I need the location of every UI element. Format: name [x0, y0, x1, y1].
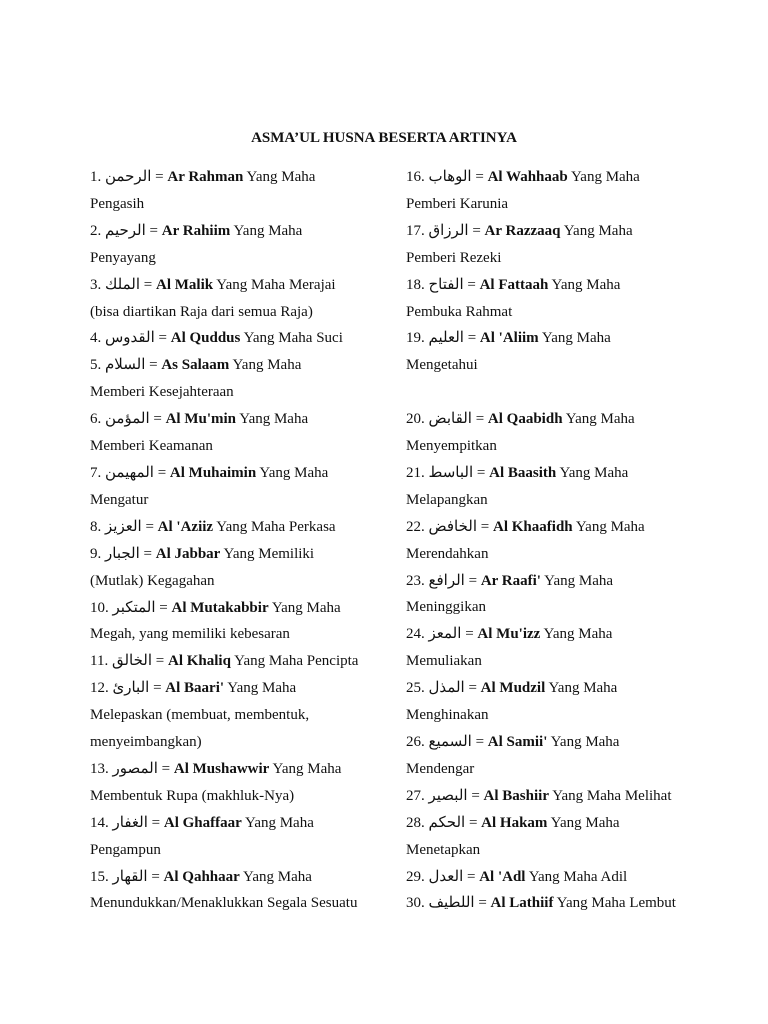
latin-name: Al 'Aliim — [479, 330, 539, 347]
name-entry — [90, 325, 390, 352]
name-entry-line1: 17. الرزاق = Ar Razzaaq Yang Maha — [406, 222, 633, 239]
latin-name: Al 'Adl — [479, 868, 526, 885]
arabic-name: القدوس — [105, 330, 155, 347]
entry-number: 27. — [406, 787, 425, 804]
latin-name: Al Lathiif — [490, 895, 554, 912]
arabic-name: المهيمن — [105, 464, 154, 481]
meaning-line2: Memuliakan — [406, 653, 482, 670]
name-entry — [406, 514, 706, 568]
meaning-line1: Yang Maha — [246, 169, 316, 185]
latin-name: Al Wahhaab — [487, 169, 568, 185]
arabic-name: الرحمن — [105, 169, 152, 185]
name-entry — [406, 164, 706, 218]
meaning-line2: Menyempitkan — [406, 438, 497, 455]
name-entry-line1: 28. الحكم = Al Hakam Yang Maha — [406, 814, 620, 831]
meaning-line2: Pengasih — [90, 195, 145, 212]
name-entry — [90, 218, 390, 272]
name-entry — [406, 460, 706, 514]
name-entry-line1: 27. البصير = Al Bashiir Yang Maha Melihat — [406, 787, 672, 804]
entry-number: 14. — [90, 814, 109, 831]
meaning-line1: Yang Maha — [259, 464, 329, 481]
arabic-name: الوهاب — [428, 169, 472, 185]
arabic-name: البصير — [428, 787, 468, 804]
names-column-left — [90, 164, 390, 917]
entry-number: 18. — [406, 276, 425, 293]
meaning-line1: Yang Maha Merajai — [216, 276, 336, 293]
latin-name: Al Quddus — [170, 330, 241, 347]
name-entry — [90, 756, 390, 810]
meaning-line2: Mengetahui — [406, 357, 478, 374]
arabic-name: الملك — [105, 276, 141, 293]
names-column-right — [406, 164, 706, 917]
arabic-name: الحكم — [428, 814, 466, 831]
entry-number: 25. — [406, 680, 425, 697]
name-entry — [90, 595, 390, 649]
meaning-line1: Yang Maha — [244, 814, 314, 831]
name-entry-line1: 16. الوهاب = Al Wahhaab Yang Maha — [406, 169, 640, 185]
arabic-name: المذل — [428, 680, 465, 697]
latin-name: Al Fattaah — [479, 276, 549, 293]
name-entry — [90, 648, 390, 675]
entry-number: 16. — [406, 169, 425, 185]
arabic-name: السميع — [428, 734, 472, 751]
name-entry-line1: 12. البارئ = Al Baari' Yang Maha — [90, 680, 297, 697]
meaning-line1: Yang Maha — [575, 518, 645, 535]
entry-number: 6. — [90, 411, 102, 428]
meaning-line2: Mengatur — [90, 491, 149, 508]
latin-name: Al Mu'izz — [477, 626, 541, 643]
arabic-name: الرحيم — [105, 222, 146, 239]
arabic-name: السلام — [105, 357, 146, 374]
meaning-line2: Memberi Kesejahteraan — [90, 384, 234, 401]
name-entry — [406, 890, 706, 917]
latin-name: Al Muhaimin — [169, 464, 257, 481]
name-entry — [90, 541, 390, 595]
entry-number: 29. — [406, 868, 425, 885]
name-entry — [406, 325, 706, 379]
meaning-line1: Yang Maha — [239, 411, 309, 428]
latin-name: Al Mudzil — [480, 680, 546, 697]
meaning-line1: Yang Maha — [233, 222, 303, 239]
name-entry-line1: 24. المعز = Al Mu'izz Yang Maha — [406, 626, 613, 643]
name-entry-line1: 29. العدل = Al 'Adl Yang Maha Adil — [406, 868, 628, 885]
name-entry-line1: 3. الملك = Al Malik Yang Maha Merajai — [90, 276, 336, 293]
latin-name: Al Jabbar — [155, 545, 221, 562]
entry-number: 15. — [90, 868, 109, 885]
meaning-line2: Pemberi Karunia — [406, 195, 509, 212]
entry-number: 9. — [90, 545, 102, 562]
arabic-name: العليم — [428, 330, 464, 347]
latin-name: Al Khaliq — [168, 653, 231, 670]
name-entry — [406, 675, 706, 729]
meaning-line2: Memberi Keamanan — [90, 438, 213, 455]
page-title: ASMA’UL HUSNA BESERTA ARTINYA — [251, 130, 517, 146]
arabic-name: الخافض — [428, 518, 478, 535]
arabic-name: القهار — [112, 868, 148, 885]
arabic-name: الغفار — [112, 814, 148, 831]
latin-name: Ar Raafi' — [480, 572, 541, 589]
name-entry-line1: 4. القدوس = Al Quddus Yang Maha Suci — [90, 330, 343, 347]
meaning-line1: Yang Maha Suci — [243, 330, 343, 347]
latin-name: Al Qahhaar — [163, 868, 240, 885]
meaning-line1: Yang Maha — [227, 680, 297, 697]
entry-number: 30. — [406, 895, 425, 912]
entry-number: 12. — [90, 680, 109, 697]
arabic-name: القابض — [428, 411, 472, 428]
name-entry-line1: 10. المتكبر = Al Mutakabbir Yang Maha — [90, 599, 341, 616]
latin-name: Ar Rahman — [167, 169, 244, 185]
name-entry-line1: 14. الغفار = Al Ghaffaar Yang Maha — [90, 814, 314, 831]
latin-name: Al Hakam — [481, 814, 548, 831]
meaning-line2: Penyayang — [90, 249, 156, 266]
meaning-line2: Meninggikan — [406, 599, 486, 616]
meaning-line1: Yang Maha Perkasa — [216, 518, 336, 535]
name-entry-line1: 8. العزيز = Al 'Aziiz Yang Maha Perkasa — [90, 518, 336, 535]
latin-name: Al Mushawwir — [173, 760, 270, 777]
arabic-name: الباسط — [428, 464, 474, 481]
meaning-line2: (Mutlak) Kegagahan — [90, 572, 215, 589]
meaning-line2: (bisa diartikan Raja dari semua Raja) — [90, 303, 313, 320]
name-entry — [406, 272, 706, 326]
name-entry-line1: 20. القابض = Al Qaabidh Yang Maha — [406, 411, 635, 428]
name-entry-line1: 7. المهيمن = Al Muhaimin Yang Maha — [90, 464, 329, 481]
latin-name: Al Samii' — [487, 734, 548, 751]
arabic-name: المصور — [112, 760, 158, 777]
meaning-line1: Yang Maha — [272, 760, 342, 777]
name-entry — [90, 810, 390, 864]
entry-number: 3. — [90, 276, 102, 293]
arabic-name: البارئ — [112, 680, 150, 697]
meaning-line1: Yang Maha — [563, 222, 633, 239]
latin-name: Al Mu'min — [165, 411, 237, 428]
arabic-name: المعز — [428, 626, 462, 643]
meaning-line1: Yang Maha Adil — [528, 868, 628, 885]
entry-number: 17. — [406, 222, 425, 239]
meaning-line1: Yang Maha — [544, 572, 614, 589]
arabic-name: المتكبر — [112, 599, 156, 616]
arabic-name: اللطيف — [428, 895, 475, 912]
meaning-line2: Melapangkan — [406, 491, 488, 508]
latin-name: Al Qaabidh — [487, 411, 563, 428]
name-entry — [90, 164, 390, 218]
arabic-name: المؤمن — [105, 411, 150, 428]
entry-number: 11. — [90, 653, 109, 670]
meaning-line1: Yang Maha Lembut — [556, 895, 676, 912]
name-entry — [406, 729, 706, 783]
name-entry-line1: 19. العليم = Al 'Aliim Yang Maha — [406, 330, 611, 347]
name-entry — [406, 406, 706, 460]
entry-number: 21. — [406, 464, 425, 481]
latin-name: Al Baari' — [165, 680, 225, 697]
name-entry-line1: 9. الجبار = Al Jabbar Yang Memiliki — [90, 545, 315, 562]
meaning-line2: Pemberi Rezeki — [406, 249, 502, 266]
name-entry-line1: 18. الفتاح = Al Fattaah Yang Maha — [406, 276, 621, 293]
arabic-name: العزيز — [105, 518, 142, 535]
entry-number: 19. — [406, 330, 425, 347]
name-entry-line1: 13. المصور = Al Mushawwir Yang Maha — [90, 760, 342, 777]
latin-name: Al Baasith — [489, 464, 557, 481]
name-entry — [406, 568, 706, 622]
latin-name: Al Malik — [156, 276, 214, 293]
meaning-line2: Menetapkan — [406, 841, 481, 858]
entry-number: 13. — [90, 760, 109, 777]
name-entry — [406, 864, 706, 891]
name-entry-line1: 2. الرحيم = Ar Rahiim Yang Maha — [90, 222, 303, 239]
name-entry — [90, 675, 390, 756]
latin-name: Ar Rahiim — [161, 222, 231, 239]
name-entry — [90, 864, 390, 918]
name-entry-line1: 1. الرحمن = Ar Rahman Yang Maha — [90, 169, 316, 185]
entry-number: 2. — [90, 222, 102, 239]
meaning-line2: Mendengar — [406, 760, 475, 777]
entry-number: 10. — [90, 599, 109, 616]
name-entry-line1: 22. الخافض = Al Khaafidh Yang Maha — [406, 518, 645, 535]
latin-name: As Salaam — [161, 357, 230, 374]
meaning-line2: Megah, yang memiliki kebesaran — [90, 626, 290, 643]
name-entry-line1: 11. الخالق = Al Khaliq Yang Maha Pencipta — [90, 653, 359, 670]
meaning-line1: Yang Maha — [243, 868, 312, 885]
arabic-name: الرافع — [428, 572, 465, 589]
meaning-line1: Yang Maha — [550, 734, 620, 751]
name-entry — [90, 406, 390, 460]
arabic-name: الفتاح — [428, 276, 464, 293]
latin-name: Al Bashiir — [483, 787, 549, 804]
meaning-line1: Yang Maha — [550, 814, 620, 831]
meaning-line2: Melepaskan (membuat, membentuk, — [90, 707, 310, 724]
name-entry — [406, 621, 706, 675]
name-entry-line1: 5. السلام = As Salaam Yang Maha — [90, 357, 302, 374]
entry-number: 22. — [406, 518, 425, 535]
name-entry-line1: 15. القهار = Al Qahhaar Yang Maha — [90, 868, 312, 885]
meaning-line3: menyeimbangkan) — [90, 734, 202, 751]
name-entry — [90, 272, 390, 326]
meaning-line1: Yang Memiliki — [223, 545, 315, 562]
name-entry-line1: 25. المذل = Al Mudzil Yang Maha — [406, 680, 618, 697]
meaning-line2: Pembuka Rahmat — [406, 303, 513, 320]
arabic-name: الخالق — [111, 653, 153, 670]
meaning-line1: Yang Maha — [543, 626, 613, 643]
meaning-line1: Yang Maha — [232, 357, 302, 374]
entry-number: 5. — [90, 357, 102, 374]
meaning-line2: Menghinakan — [406, 707, 489, 724]
entry-number: 23. — [406, 572, 425, 589]
name-entry-line1: 30. اللطيف = Al Lathiif Yang Maha Lembut — [406, 895, 676, 912]
meaning-line1: Yang Maha Pencipta — [234, 653, 359, 670]
name-entry-line1: 26. السميع = Al Samii' Yang Maha — [406, 734, 620, 751]
meaning-line2: Pengampun — [90, 841, 161, 858]
name-entry-line1: 21. الباسط = Al Baasith Yang Maha — [406, 464, 629, 481]
latin-name: Al Ghaffaar — [163, 814, 242, 831]
name-entry — [90, 460, 390, 514]
arabic-name: العدل — [428, 868, 464, 885]
name-entry — [406, 783, 706, 810]
meaning-line1: Yang Maha — [548, 680, 618, 697]
meaning-line1: Yang Maha — [565, 411, 635, 428]
meaning-line1: Yang Maha — [551, 276, 621, 293]
meaning-line1: Yang Maha — [271, 599, 341, 616]
meaning-line1: Yang Maha — [559, 464, 629, 481]
meaning-line2: Menundukkan/Menaklukkan Segala Sesuatu — [90, 895, 358, 912]
name-entry-line1: 6. المؤمن = Al Mu'min Yang Maha — [90, 411, 309, 428]
entry-number: 26. — [406, 734, 425, 751]
meaning-line1: Yang Maha — [541, 330, 611, 347]
name-entry — [90, 514, 390, 541]
entry-number: 20. — [406, 411, 425, 428]
latin-name: Al 'Aziiz — [157, 518, 214, 535]
name-entry-line1: 23. الرافع = Ar Raafi' Yang Maha — [406, 572, 614, 589]
entry-number: 1. — [90, 169, 102, 185]
entry-number: 8. — [90, 518, 102, 535]
arabic-name: الرزاق — [428, 222, 469, 239]
latin-name: Al Khaafidh — [493, 518, 573, 535]
entry-number: 24. — [406, 626, 425, 643]
latin-name: Ar Razzaaq — [484, 222, 561, 239]
latin-name: Al Mutakabbir — [171, 599, 269, 616]
meaning-line1: Yang Maha — [570, 169, 640, 185]
name-entry — [90, 352, 390, 406]
meaning-line2: Membentuk Rupa (makhluk-Nya) — [90, 787, 295, 804]
entry-number: 7. — [90, 464, 102, 481]
arabic-name: الجبار — [105, 545, 140, 562]
meaning-line1: Yang Maha Melihat — [552, 787, 672, 804]
meaning-line2: Merendahkan — [406, 545, 489, 562]
entry-number: 28. — [406, 814, 425, 831]
name-entry — [406, 810, 706, 864]
entry-number: 4. — [90, 330, 102, 347]
name-entry — [406, 218, 706, 272]
